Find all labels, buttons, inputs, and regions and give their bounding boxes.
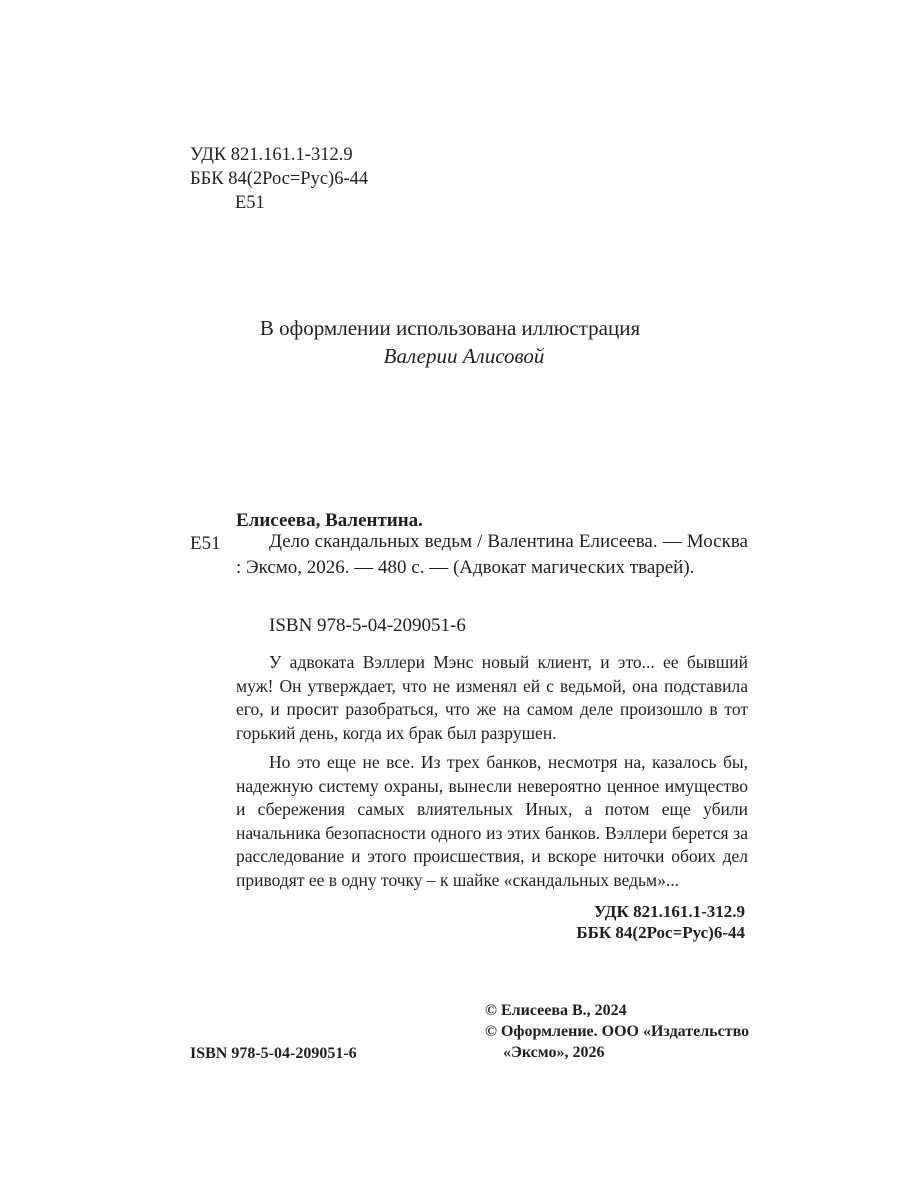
author-mark-top: Е51 [235, 193, 265, 213]
udk-code-bottom: УДК 821.161.1-312.9 [594, 902, 745, 921]
isbn-bottom: ISBN 978-5-04-209051-6 [190, 1045, 357, 1062]
author-mark: Е51 [190, 533, 221, 554]
bottom-classification-block [576, 901, 745, 943]
annotation-paragraph: Но это еще не все. Из трех банков, несмотря на, казалось бы, надежную систему охраны, вынесли невероятно ценное имущество и сбережения самых влиятельных Иных, а потом еще убили начальника безопасности одного из этих банков. Вэллери берется за расследование и этого происшествия, и вскоре ниточки обоих дел приводят ее в одну точку – к шайке «скандальных ведьм»... [236, 752, 748, 890]
author-heading: Елисеева, Валентина. [236, 510, 423, 531]
copyright-author: © Елисеева В., 2024 [485, 1002, 627, 1019]
copyright-publisher: «Эксмо», 2026 [503, 1044, 605, 1061]
copyright-design: © Оформление. ООО «Издательство [485, 1023, 750, 1040]
bbk-code-top: ББК 84(2Рос=Рус)6-44 [190, 169, 369, 189]
isbn: ISBN 978-5-04-209051-6 [269, 615, 466, 636]
annotation-paragraph: У адвоката Вэллери Мэнс новый клиент, и это... ее бывший муж! Он утверждает, что не изменял ей с ведьмой, она подставила его, и просит разобраться, что же на самом деле произошло в тот горький день, когда их брак был разрушен. [236, 652, 748, 743]
udk-code-top: УДК 821.161.1-312.9 [190, 145, 353, 165]
copyright-block [485, 1000, 749, 1063]
bibliographic-description: Дело скандальных ведьм / Валентина Елисеева. — Москва : Эксмо, 2026. — 480 с. — (Адвокат магических тварей). [236, 531, 748, 578]
illustration-artist-name: Валерии Алисовой [383, 344, 545, 368]
illustration-credit-text: В оформлении использована иллюстрация [259, 316, 641, 340]
bbk-code-bottom: ББК 84(2Рос=Рус)6-44 [576, 923, 745, 942]
annotation [236, 651, 748, 898]
